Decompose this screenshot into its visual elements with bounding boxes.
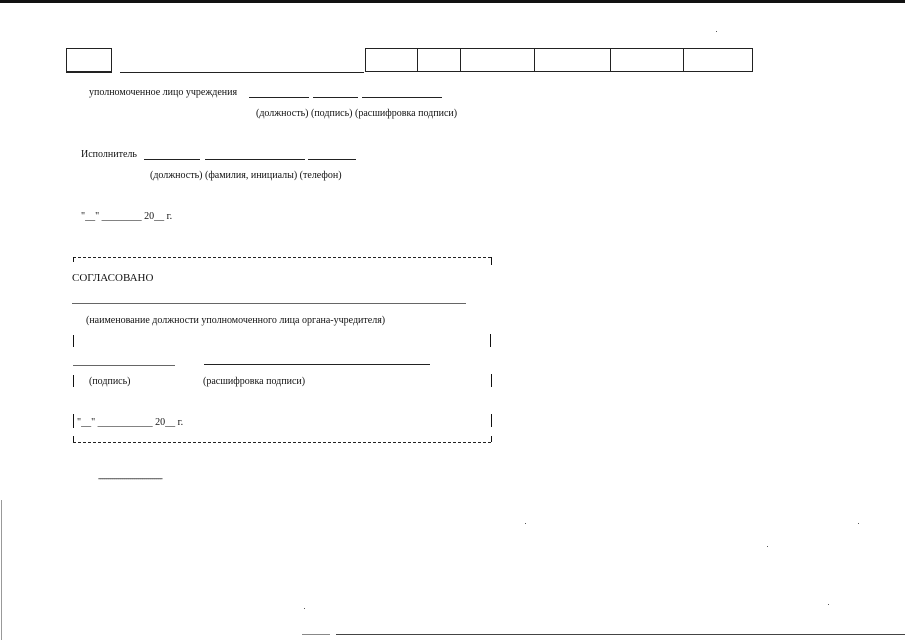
footnote-separator: --------------------------------: [98, 473, 162, 483]
approval-box-corner: [73, 257, 74, 262]
approval-title: СОГЛАСОВАНО: [72, 272, 154, 284]
approval-box-left-border: [73, 335, 74, 347]
scan-speck: [828, 604, 829, 605]
approval-signature-caption: (подпись): [89, 376, 131, 387]
table-cell: [66, 48, 112, 72]
scan-speck: [767, 546, 768, 547]
executor-phone-line: [308, 159, 356, 160]
table-long-underline: [120, 72, 364, 73]
approval-box-bottom-border: [73, 442, 491, 443]
executor-position-line: [144, 159, 200, 160]
approval-box-corner: [491, 257, 492, 265]
table-cell: [683, 48, 753, 72]
top-border: [0, 0, 905, 3]
approval-box-left-border: [73, 414, 74, 428]
scan-speck: [716, 31, 717, 32]
executor-label: Исполнитель: [81, 149, 137, 160]
executor-caption: (должность) (фамилия, инициалы) (телефон): [150, 170, 342, 181]
approval-box-corner: [491, 436, 492, 442]
scan-edge-bottom: [302, 634, 330, 635]
approval-box-top-border: [73, 257, 491, 258]
table-cell: [610, 48, 683, 72]
approval-box-right-border: [491, 374, 492, 387]
authorized-person-label: уполномоченное лицо учреждения: [89, 87, 238, 98]
position-line: [249, 97, 309, 98]
scan-edge-bottom: [336, 634, 905, 635]
approval-box-left-border: [73, 375, 74, 387]
date-line: "__" ________ 20__ г.: [81, 211, 173, 222]
approval-decryption-line: [204, 364, 430, 365]
table-cell: [534, 48, 610, 72]
scan-speck: [304, 608, 305, 609]
approval-decryption-caption: (расшифровка подписи): [203, 376, 306, 387]
approval-signature-line: [73, 365, 175, 366]
table-cell-underline: [66, 72, 112, 73]
signature-decryption-line: [362, 97, 442, 98]
table-cell: [460, 48, 534, 72]
table-cell: [417, 48, 460, 72]
approval-position-caption: (наименование должности уполномоченного лица органа-учредителя): [86, 315, 386, 326]
scan-edge-left: [1, 500, 2, 640]
scan-speck: [858, 523, 859, 524]
approval-box-right-border: [490, 334, 491, 347]
table-cell: [365, 48, 417, 72]
scan-speck: [525, 523, 526, 524]
approval-date-line: "__" ___________ 20__ г.: [77, 417, 184, 428]
signature-line: [313, 97, 358, 98]
approval-position-line: [72, 303, 466, 304]
authorized-caption: (должность) (подпись) (расшифровка подписи): [256, 108, 458, 119]
approval-box-right-border: [491, 414, 492, 427]
executor-name-line: [205, 159, 305, 160]
